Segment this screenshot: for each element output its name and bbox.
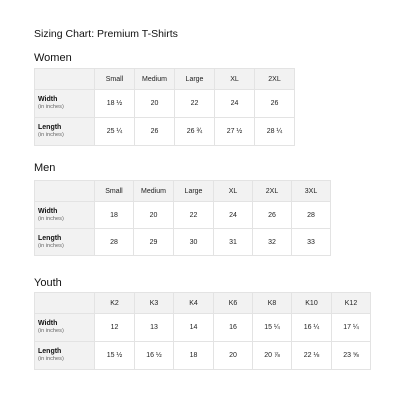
row-label	[35, 342, 95, 370]
table-cell: 17 ¼	[332, 314, 371, 342]
header-corner	[35, 69, 95, 90]
table-cell: 20	[135, 90, 175, 118]
size-header: Medium	[135, 69, 175, 90]
size-header: K3	[135, 293, 174, 314]
table-cell: 13	[135, 314, 174, 342]
header-corner	[35, 181, 95, 202]
measure-unit: (in inches)	[38, 242, 64, 249]
table-cell: 28	[95, 229, 134, 256]
table-cell: 24	[214, 202, 253, 229]
table-cell: 26	[253, 202, 292, 229]
measure-name: Length	[38, 234, 62, 242]
size-table-women	[34, 68, 295, 146]
table-cell: 20	[214, 342, 253, 370]
size-header: K2	[95, 293, 135, 314]
table-row	[35, 90, 295, 118]
table-cell: 22	[174, 202, 214, 229]
size-table-youth	[34, 292, 371, 370]
table-cell: 18 ½	[95, 90, 135, 118]
header-corner	[35, 293, 95, 314]
measure-unit: (in inches)	[38, 132, 64, 139]
size-header: 2XL	[255, 69, 295, 90]
measure-name: Width	[38, 320, 58, 328]
table-row	[35, 314, 371, 342]
section-heading-women: Women	[34, 52, 72, 64]
size-header: K4	[174, 293, 214, 314]
table-cell: 18	[95, 202, 134, 229]
table-row	[35, 342, 371, 370]
table-cell: 28 ¼	[255, 118, 295, 146]
measure-name: Width	[38, 96, 58, 104]
section-heading-men: Men	[34, 162, 56, 174]
table-cell: 12	[95, 314, 135, 342]
table-cell: 20 ⅞	[253, 342, 292, 370]
measure-unit: (in inches)	[38, 104, 64, 111]
measure-name: Length	[38, 124, 62, 132]
page-title: Sizing Chart: Premium T-Shirts	[34, 28, 178, 40]
size-header: XL	[215, 69, 255, 90]
row-label	[35, 229, 95, 256]
table-row	[35, 118, 295, 146]
row-label	[35, 90, 95, 118]
table-cell: 30	[174, 229, 214, 256]
size-header: XL	[214, 181, 253, 202]
size-header: Medium	[134, 181, 174, 202]
table-cell: 15 ¼	[253, 314, 292, 342]
size-header: 2XL	[253, 181, 292, 202]
header-row	[35, 293, 371, 314]
table-cell: 22	[175, 90, 215, 118]
row-label	[35, 314, 95, 342]
size-header: K10	[292, 293, 332, 314]
measure-unit: (in inches)	[38, 215, 64, 222]
table-cell: 26	[255, 90, 295, 118]
table-cell: 26 ¾	[175, 118, 215, 146]
size-header: K12	[332, 293, 371, 314]
size-header: 3XL	[292, 181, 331, 202]
table-cell: 26	[135, 118, 175, 146]
table-cell: 16 ½	[135, 342, 174, 370]
section-heading-youth: Youth	[34, 277, 62, 289]
row-label	[35, 202, 95, 229]
table-cell: 27 ½	[215, 118, 255, 146]
table-cell: 20	[134, 202, 174, 229]
size-table-men	[34, 180, 331, 256]
size-header: Small	[95, 181, 134, 202]
measure-unit: (in inches)	[38, 356, 64, 363]
table-cell: 31	[214, 229, 253, 256]
table-cell: 16 ¼	[292, 314, 332, 342]
table-cell: 29	[134, 229, 174, 256]
table-cell: 33	[292, 229, 331, 256]
table-row	[35, 229, 331, 256]
header-row	[35, 69, 295, 90]
table-row	[35, 202, 331, 229]
table-cell: 22 ⅛	[292, 342, 332, 370]
table-cell: 15 ½	[95, 342, 135, 370]
table-cell: 32	[253, 229, 292, 256]
table-cell: 28	[292, 202, 331, 229]
table-cell: 14	[174, 314, 214, 342]
size-header: Small	[95, 69, 135, 90]
measure-name: Width	[38, 207, 58, 215]
table-cell: 25 ¼	[95, 118, 135, 146]
size-header: K8	[253, 293, 292, 314]
header-row	[35, 181, 331, 202]
measure-name: Length	[38, 348, 62, 356]
size-header: Large	[175, 69, 215, 90]
size-header: K6	[214, 293, 253, 314]
table-cell: 18	[174, 342, 214, 370]
size-header: Large	[174, 181, 214, 202]
table-cell: 16	[214, 314, 253, 342]
measure-unit: (in inches)	[38, 328, 64, 335]
row-label	[35, 118, 95, 146]
table-cell: 23 ⅝	[332, 342, 371, 370]
table-cell: 24	[215, 90, 255, 118]
